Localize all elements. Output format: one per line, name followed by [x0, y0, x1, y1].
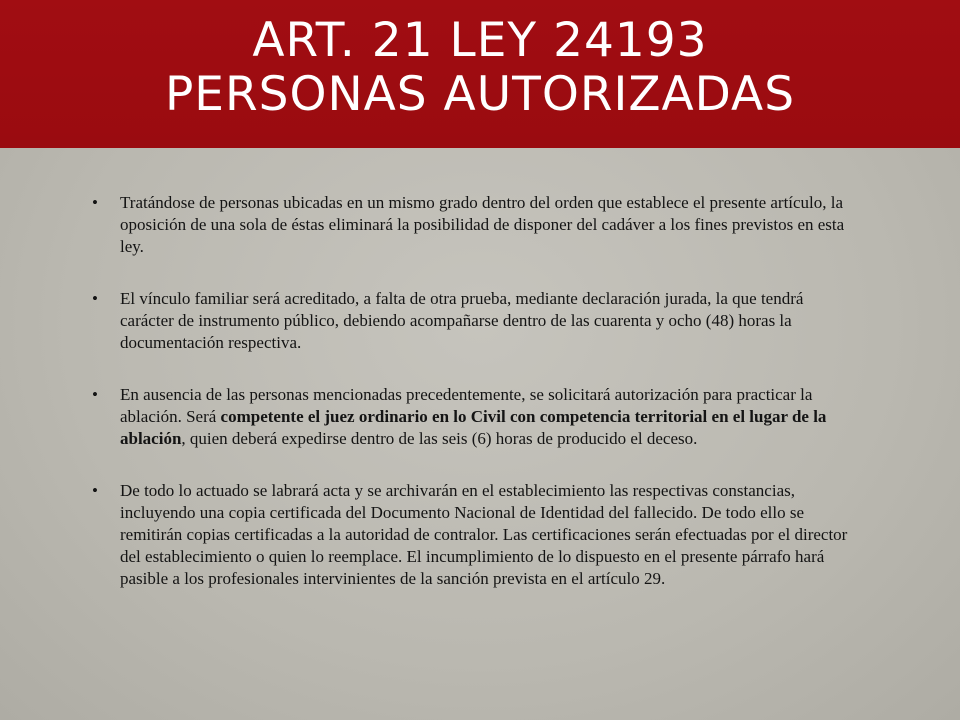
bullet-text: De todo lo actuado se labrará acta y se archivarán en el establecimiento las respectivas constancias, incluyendo una copia certificada del Documento Nacional de Identidad del fallecido. De todo ello se remitirán copias certificadas a la autoridad de contralor. Las certificaciones serán efectuadas por el director del establecimiento o quien lo reemplace. El incumplimiento de lo dispuesto en el presente párrafo hará pasible a los profesionales intervinientes de la sanción prevista en el artículo 29.: [120, 481, 848, 588]
slide-title-line-1: ART. 21 LEY 24193: [252, 13, 708, 68]
slide-title: [0, 14, 960, 122]
bullet-text: El vínculo familiar será acreditado, a falta de otra prueba, mediante declaración jurada, la que tendrá carácter de instrumento público, debiendo acompañarse dentro de las cuarenta y ocho (48) horas la documentación respectiva.: [120, 289, 804, 352]
bullet-text: Tratándose de personas ubicadas en un mismo grado dentro del orden que establece el presente artículo, la oposición de una sola de éstas eliminará la posibilidad de disponer del cadáver a los fines previstos en esta ley.: [120, 193, 845, 256]
bullet-item-4: [120, 480, 850, 590]
bullet-item-3: [120, 384, 850, 450]
bullet-text-before: En ausencia de las personas mencionadas precedentemente, se solicitará autorización para practicar la ablación. Será: [120, 385, 813, 426]
slide-title-line-2: PERSONAS AUTORIZADAS: [164, 67, 796, 122]
bullet-list: [120, 192, 850, 620]
bullet-text-bold: competente el juez ordinario en lo Civil con competencia territorial en el lugar de la ablación: [120, 407, 827, 448]
bullet-item-2: [120, 288, 850, 354]
bullet-item-1: [120, 192, 850, 258]
bullet-text-after: , quien deberá expedirse dentro de las seis (6) horas de producido el deceso.: [181, 429, 698, 448]
title-bar: [0, 0, 960, 148]
